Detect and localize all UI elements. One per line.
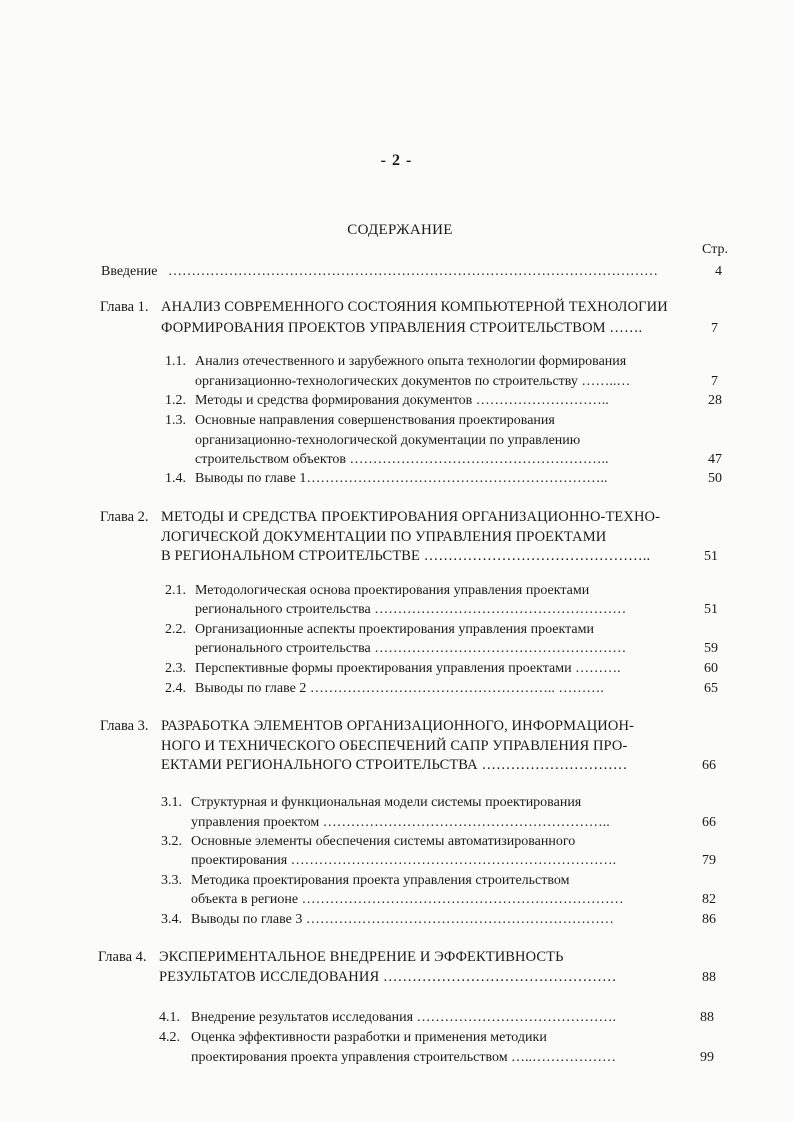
section-title-line: проектирования проекта управления строительством …..………………	[191, 1050, 617, 1065]
chapter-label: Глава 2.	[100, 509, 149, 525]
section-number: 3.4.	[161, 912, 182, 927]
section-number: 1.4.	[165, 471, 186, 486]
section-page: 86	[702, 912, 716, 927]
section-title-line: Методика проектирования проекта управления строительством	[191, 873, 570, 888]
section-title-line: регионального строительства ………………………………………………	[195, 602, 627, 617]
page-number: - 2 -	[380, 152, 413, 169]
section-number: 2.4.	[165, 681, 186, 696]
section-page: 28	[708, 393, 722, 408]
section-title-line: регионального строительства ………………………………………………	[195, 641, 627, 656]
intro-leader-dots: ……………………………………………………………………………………………	[168, 264, 658, 279]
chapter-title-line: РАЗРАБОТКА ЭЛЕМЕНТОВ ОРГАНИЗАЦИОННОГО, ИНФОРМАЦИОН-	[161, 718, 634, 734]
intro-page: 4	[715, 264, 722, 279]
section-title-line: Методы и средства формирования документов ………………………..	[195, 393, 609, 408]
chapter-page: 51	[704, 549, 718, 564]
section-page: 51	[704, 602, 718, 617]
section-number: 1.1.	[165, 354, 186, 369]
section-number: 3.1.	[161, 795, 182, 810]
section-title-line: Внедрение результатов исследования …………………………………….	[191, 1010, 617, 1025]
chapter-title-line: АНАЛИЗ СОВРЕМЕННОГО СОСТОЯНИЯ КОМПЬЮТЕРНОЙ ТЕХНОЛОГИИ	[161, 299, 668, 315]
section-number: 2.1.	[165, 583, 186, 598]
section-title-line: управления проектом ……………………………………………………..	[191, 815, 610, 830]
section-number: 3.2.	[161, 834, 182, 849]
section-title-line: Оценка эффективности разработки и применения методики	[191, 1030, 547, 1045]
section-title-line: Структурная и функциональная модели системы проектирования	[191, 795, 582, 810]
section-page: 99	[700, 1050, 714, 1065]
chapter-title-line: ЭКСПЕРИМЕНТАЛЬНОЕ ВНЕДРЕНИЕ И ЭФФЕКТИВНОСТЬ	[159, 949, 564, 965]
section-page: 65	[704, 681, 718, 696]
section-page: 59	[704, 641, 718, 656]
section-title-line: Основные направления совершенствования проектирования	[195, 413, 555, 428]
chapter-title-line: В РЕГИОНАЛЬНОМ СТРОИТЕЛЬСТВЕ ………………………………………..	[161, 548, 651, 564]
section-title-line: Методологическая основа проектирования управления проектами	[195, 583, 590, 598]
section-page: 88	[700, 1010, 714, 1025]
section-number: 1.3.	[165, 413, 186, 428]
section-title-line: объекта в регионе ……………………………………………………………	[191, 892, 624, 907]
section-title-line: организационно-технологической документации по управлению	[195, 433, 581, 448]
chapter-label: Глава 1.	[100, 299, 149, 315]
chapter-label: Глава 3.	[100, 718, 149, 734]
chapter-title-line: ФОРМИРОВАНИЯ ПРОЕКТОВ УПРАВЛЕНИЯ СТРОИТЕЛЬСТВОМ …….	[161, 320, 643, 336]
toc-title: СОДЕРЖАНИЕ	[347, 222, 453, 238]
chapter-page: 7	[711, 321, 718, 336]
section-page: 7	[711, 374, 718, 389]
section-number: 4.1.	[159, 1010, 180, 1025]
section-page: 50	[708, 471, 722, 486]
section-title-line: Анализ отечественного и зарубежного опыта технологии формирования	[195, 354, 627, 369]
section-page: 47	[708, 452, 722, 467]
section-title-line: Перспективные формы проектирования управления проектами ……….	[195, 661, 621, 676]
chapter-page: 66	[702, 758, 716, 773]
section-title-line: проектирования …………………………………………………………….	[191, 853, 617, 868]
section-title-line: Выводы по главе 2 …………………………………………….. ……….	[195, 681, 604, 696]
section-title-line: Выводы по главе 3 …………………………………………………………	[191, 912, 614, 927]
page-column-label: Стр.	[702, 242, 728, 257]
section-title-line: Организационные аспекты проектирования управления проектами	[195, 622, 594, 637]
chapter-title-line: НОГО И ТЕХНИЧЕСКОГО ОБЕСПЕЧЕНИЙ САПР УПРАВЛЕНИЯ ПРО-	[161, 738, 628, 754]
chapter-title-line: МЕТОДЫ И СРЕДСТВА ПРОЕКТИРОВАНИЯ ОРГАНИЗАЦИОННО-ТЕХНО-	[161, 509, 661, 525]
section-number: 3.3.	[161, 873, 182, 888]
section-page: 66	[702, 815, 716, 830]
section-number: 1.2.	[165, 393, 186, 408]
section-page: 79	[702, 853, 716, 868]
chapter-page: 88	[702, 970, 716, 985]
section-number: 2.3.	[165, 661, 186, 676]
section-title-line: Выводы по главе 1………………………………………………………..	[195, 471, 608, 486]
section-page: 60	[704, 661, 718, 676]
section-title-line: Основные элементы обеспечения системы автоматизированного	[191, 834, 576, 849]
chapter-title-line: РЕЗУЛЬТАТОВ ИССЛЕДОВАНИЯ …………………………………………	[159, 969, 617, 985]
chapter-label: Глава 4.	[98, 949, 147, 965]
intro-label: Введение	[101, 264, 158, 279]
chapter-title-line: ЕКТАМИ РЕГИОНАЛЬНОГО СТРОИТЕЛЬСТВА …………………………	[161, 757, 628, 773]
section-title-line: организационно-технологических документов по строительству ……..…	[195, 374, 631, 389]
section-page: 82	[702, 892, 716, 907]
section-number: 2.2.	[165, 622, 186, 637]
section-title-line: строительством объектов ………………………………………………..	[195, 452, 609, 467]
chapter-title-line: ЛОГИЧЕСКОЙ ДОКУМЕНТАЦИИ ПО УПРАВЛЕНИЯ ПРОЕКТАМИ	[161, 529, 607, 545]
section-number: 4.2.	[159, 1030, 180, 1045]
